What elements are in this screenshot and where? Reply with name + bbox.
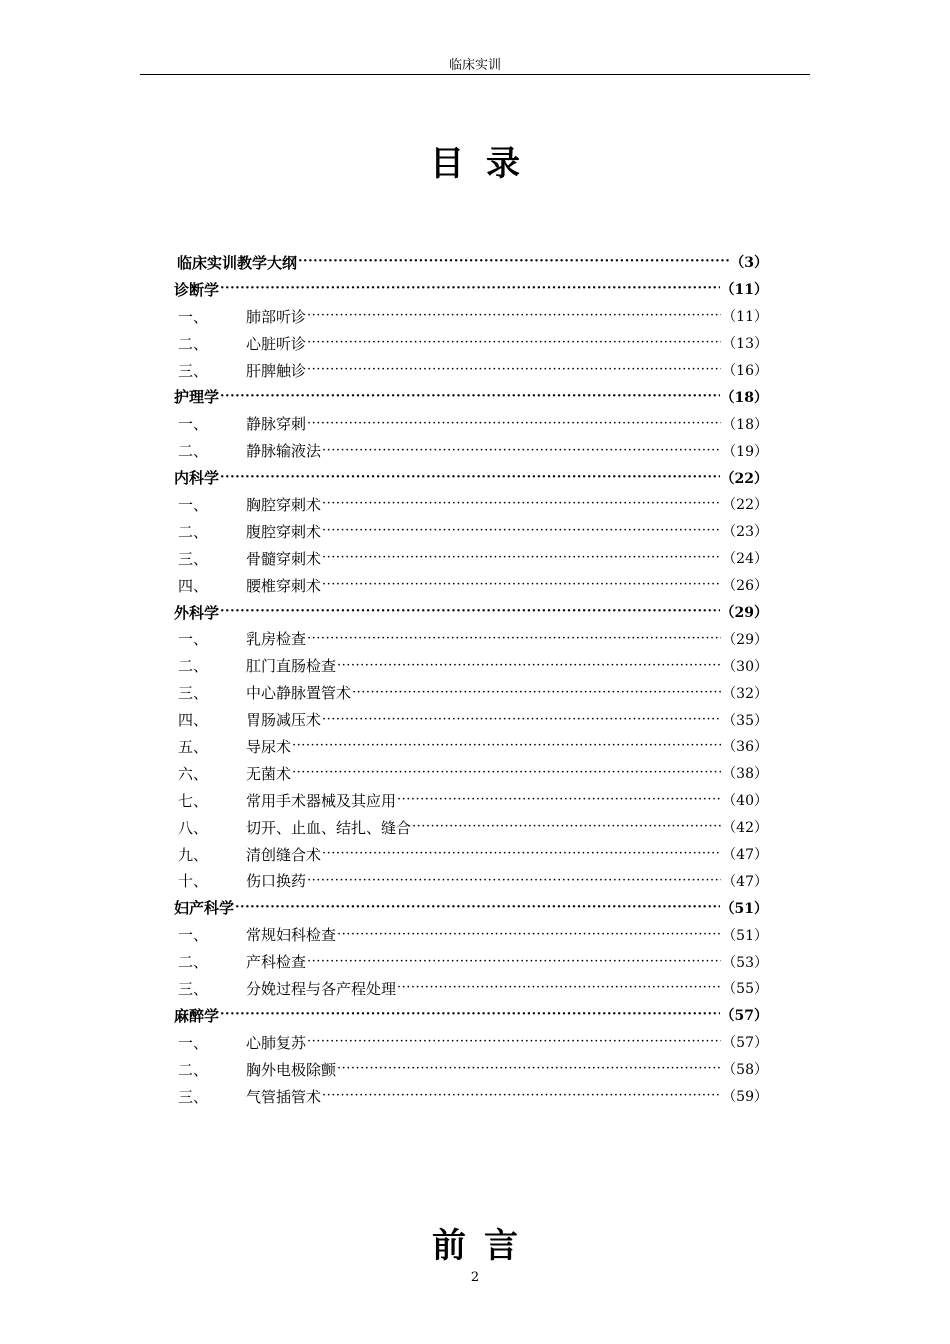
- toc-section-entry[interactable]: [174, 894, 768, 921]
- toc-entry-title: 切开、止血、结扎、缝合: [246, 818, 412, 837]
- toc-leader-dots: [337, 1061, 721, 1077]
- toc-entry-number: 一、: [178, 495, 209, 514]
- toc-entry-number: 九、: [178, 845, 209, 864]
- toc-entry-page: （18）: [722, 416, 768, 433]
- toc-entry-number: 二、: [178, 522, 209, 541]
- toc-entry-title: 无菌术: [246, 764, 292, 783]
- toc-entry-title: 静脉输液法: [246, 442, 322, 461]
- toc-entry-title: 肺部听诊: [246, 307, 307, 326]
- toc-leader-dots: [220, 281, 720, 297]
- toc-leader-dots: [220, 1007, 720, 1023]
- toc-leader-dots: [307, 308, 721, 324]
- toc-entry-number: 三、: [178, 549, 209, 568]
- toc-entry-page: （23）: [722, 524, 768, 541]
- toc-entry-title: 肛门直肠检查: [246, 657, 337, 676]
- toc-entry-title: 产科检查: [246, 953, 307, 972]
- toc-entry[interactable]: [174, 625, 768, 652]
- toc-entry-title: 胃肠减压术: [246, 711, 322, 730]
- toc-entry-title: 心肺复苏: [246, 1033, 307, 1052]
- toc-entry-title: 肝脾触诊: [246, 361, 307, 380]
- toc-entry-title: 胸腔穿刺术: [246, 495, 322, 514]
- toc-entry[interactable]: [174, 652, 768, 679]
- toc-entry-number: 二、: [178, 442, 209, 461]
- toc-entry[interactable]: [174, 733, 768, 760]
- toc-entry-title: 内科学: [174, 469, 220, 488]
- toc-entry[interactable]: [174, 787, 768, 814]
- toc-entry-number: 一、: [178, 415, 209, 434]
- toc-entry[interactable]: [174, 491, 768, 518]
- toc-leader-dots: [292, 765, 721, 781]
- toc-entry-page: （35）: [722, 712, 768, 729]
- toc-leader-dots: [322, 550, 721, 566]
- toc-entry-page: （24）: [722, 551, 768, 568]
- toc-entry[interactable]: [174, 330, 768, 357]
- toc-entry[interactable]: [174, 518, 768, 545]
- toc-entry[interactable]: [174, 1029, 768, 1056]
- toc-entry-title: 乳房检查: [246, 630, 307, 649]
- toc-entry-title: 临床实训教学大纲: [177, 253, 298, 272]
- toc-entry-title: 腹腔穿刺术: [246, 522, 322, 541]
- toc-entry-number: 二、: [178, 657, 209, 676]
- page-number: 2: [470, 1270, 480, 1285]
- toc-entry-number: 三、: [178, 361, 209, 380]
- toc-entry-number: 三、: [178, 684, 209, 703]
- toc-entry-page: （32）: [722, 685, 768, 702]
- toc-entry-title: 诊断学: [174, 280, 220, 299]
- preface-title-char-2: 言: [484, 1226, 518, 1266]
- toc-entry-page: （16）: [722, 363, 768, 379]
- toc-entry-page: （22）: [720, 470, 768, 487]
- toc-entry-number: 十、: [178, 872, 209, 891]
- toc-leader-dots: [412, 819, 721, 835]
- toc-leader-dots: [337, 658, 721, 674]
- toc-entry[interactable]: [174, 437, 768, 464]
- toc-entry-page: （29）: [720, 605, 768, 622]
- toc-section-entry[interactable]: [174, 1002, 768, 1029]
- toc-entry-page: （30）: [722, 658, 768, 675]
- toc-entry-number: 三、: [178, 1087, 209, 1106]
- header-rule: [140, 74, 810, 75]
- toc-entry-number: 五、: [178, 737, 209, 756]
- toc-entry-page: （26）: [722, 578, 768, 595]
- toc-section-entry[interactable]: [174, 249, 768, 276]
- toc-leader-dots: [307, 631, 721, 647]
- toc-entry-title: 中心静脉置管术: [246, 684, 352, 703]
- toc-entry-page: （51）: [722, 927, 768, 944]
- toc-entry-page: （18）: [720, 389, 768, 406]
- toc-entry-page: （53）: [722, 954, 768, 971]
- toc-leader-dots: [322, 523, 721, 539]
- toc-entry-title: 导尿术: [246, 737, 292, 756]
- toc-entry-page: （11）: [720, 282, 768, 299]
- toc-leader-dots: [307, 362, 721, 378]
- toc-section-entry[interactable]: [174, 276, 768, 303]
- toc-entry-number: 六、: [178, 764, 209, 783]
- toc-entry-number: 一、: [178, 926, 209, 945]
- toc-entry[interactable]: [174, 545, 768, 572]
- toc-entry-page: （38）: [722, 766, 768, 783]
- toc-leader-dots: [337, 927, 721, 943]
- toc-entry-page: （55）: [722, 981, 768, 998]
- toc-entry-title: 伤口换药: [246, 872, 307, 891]
- toc-entry-number: 二、: [178, 953, 209, 972]
- toc-leader-dots: [220, 389, 720, 405]
- toc-leader-dots: [220, 470, 720, 486]
- toc-entry-title: 心脏听诊: [246, 334, 307, 353]
- toc-entry-page: （58）: [722, 1062, 768, 1079]
- toc-entry-title: 胸外电极除颤: [246, 1060, 337, 1079]
- preface-title: [0, 1218, 950, 1267]
- toc-entry-number: 二、: [178, 334, 209, 353]
- toc-entry-page: （13）: [722, 336, 768, 353]
- toc-entry[interactable]: [174, 357, 768, 384]
- toc-leader-dots: [322, 1088, 721, 1104]
- toc-leader-dots: [322, 443, 721, 459]
- toc-entry[interactable]: [174, 814, 768, 841]
- toc-entry-page: （57）: [722, 1035, 768, 1052]
- toc-section-entry[interactable]: [174, 464, 768, 491]
- toc-entry-title: 外科学: [174, 603, 220, 622]
- toc-entry-title: 常规妇科检查: [246, 926, 337, 945]
- toc-entry-title: 清创缝合术: [246, 845, 322, 864]
- toc-entry-number: 一、: [178, 630, 209, 649]
- toc-entry-page: （36）: [722, 739, 768, 756]
- toc-entry[interactable]: [174, 410, 768, 437]
- toc-entry-number: 八、: [178, 818, 209, 837]
- toc-section-entry[interactable]: [174, 599, 768, 626]
- toc-entry-page: （51）: [720, 900, 768, 917]
- toc-section-entry[interactable]: [174, 383, 768, 410]
- toc-entry[interactable]: [174, 706, 768, 733]
- toc-entry-number: 七、: [178, 791, 209, 810]
- toc-leader-dots: [307, 1034, 721, 1050]
- toc-leader-dots: [322, 496, 721, 512]
- toc-entry-number: 三、: [178, 979, 209, 998]
- toc-leader-dots: [307, 873, 721, 889]
- toc-entry-title: 妇产科学: [174, 899, 235, 918]
- toc-entry-page: （59）: [722, 1089, 768, 1106]
- toc-entry-title: 护理学: [174, 388, 220, 407]
- toc-entry-title: 骨髓穿刺术: [246, 549, 322, 568]
- toc-leader-dots: [352, 685, 721, 701]
- toc-entry-title: 常用手术器械及其应用: [246, 791, 397, 810]
- toc-entry-number: 二、: [178, 1060, 209, 1079]
- toc-entry-number: 一、: [178, 307, 209, 326]
- running-header: 临床实训: [448, 58, 501, 73]
- toc-entry-title: 静脉穿刺: [246, 415, 307, 434]
- toc-entry-title: 分娩过程与各产程处理: [246, 979, 397, 998]
- toc-leader-dots: [397, 980, 721, 996]
- toc-entry-title: 气管插管术: [246, 1087, 322, 1106]
- toc-leader-dots: [235, 900, 720, 916]
- toc-entry[interactable]: [174, 921, 768, 948]
- toc-entry-page: （57）: [720, 1008, 768, 1025]
- toc-leader-dots: [292, 738, 721, 754]
- toc-entry-page: （47）: [722, 873, 768, 890]
- toc-entry[interactable]: [174, 572, 768, 599]
- toc-leader-dots: [307, 416, 721, 432]
- toc-title-char-1: 目: [430, 144, 464, 184]
- toc-title-char-2: 录: [486, 144, 520, 184]
- toc-entry[interactable]: [174, 679, 768, 706]
- toc-leader-dots: [307, 954, 721, 970]
- toc-entry-page: （40）: [722, 793, 768, 810]
- toc-entry[interactable]: [174, 1083, 768, 1110]
- toc-entry[interactable]: [174, 975, 768, 1002]
- toc-leader-dots: [322, 712, 721, 728]
- toc-leader-dots: [298, 254, 729, 270]
- toc-entry-title: 麻醉学: [174, 1006, 220, 1025]
- toc-entry[interactable]: [174, 1056, 768, 1083]
- toc-entry-page: （42）: [722, 820, 768, 837]
- toc-entry-page: （22）: [722, 497, 768, 514]
- toc-entry-page: （47）: [722, 847, 768, 864]
- toc-entry-page: （29）: [722, 631, 768, 648]
- toc-leader-dots: [322, 577, 721, 593]
- toc-entry-page: （19）: [722, 443, 768, 460]
- toc-entry[interactable]: [174, 948, 768, 975]
- toc-entry-page: （11）: [722, 309, 768, 326]
- toc-title: [0, 136, 950, 185]
- toc-leader-dots: [220, 604, 720, 620]
- toc-leader-dots: [322, 846, 721, 862]
- preface-title-char-1: 前: [432, 1226, 466, 1266]
- toc-leader-dots: [397, 792, 721, 808]
- toc-entry[interactable]: [174, 303, 768, 330]
- toc-entry[interactable]: [174, 760, 768, 787]
- toc-leader-dots: [307, 335, 721, 351]
- toc-entry-number: 四、: [178, 711, 209, 730]
- table-of-contents: [174, 249, 768, 1110]
- toc-entry[interactable]: [174, 841, 768, 868]
- toc-entry-title: 腰椎穿刺术: [246, 576, 322, 595]
- toc-entry-number: 一、: [178, 1033, 209, 1052]
- toc-entry-page: （3）: [730, 255, 768, 272]
- toc-entry-number: 四、: [178, 576, 209, 595]
- toc-entry[interactable]: [174, 867, 768, 894]
